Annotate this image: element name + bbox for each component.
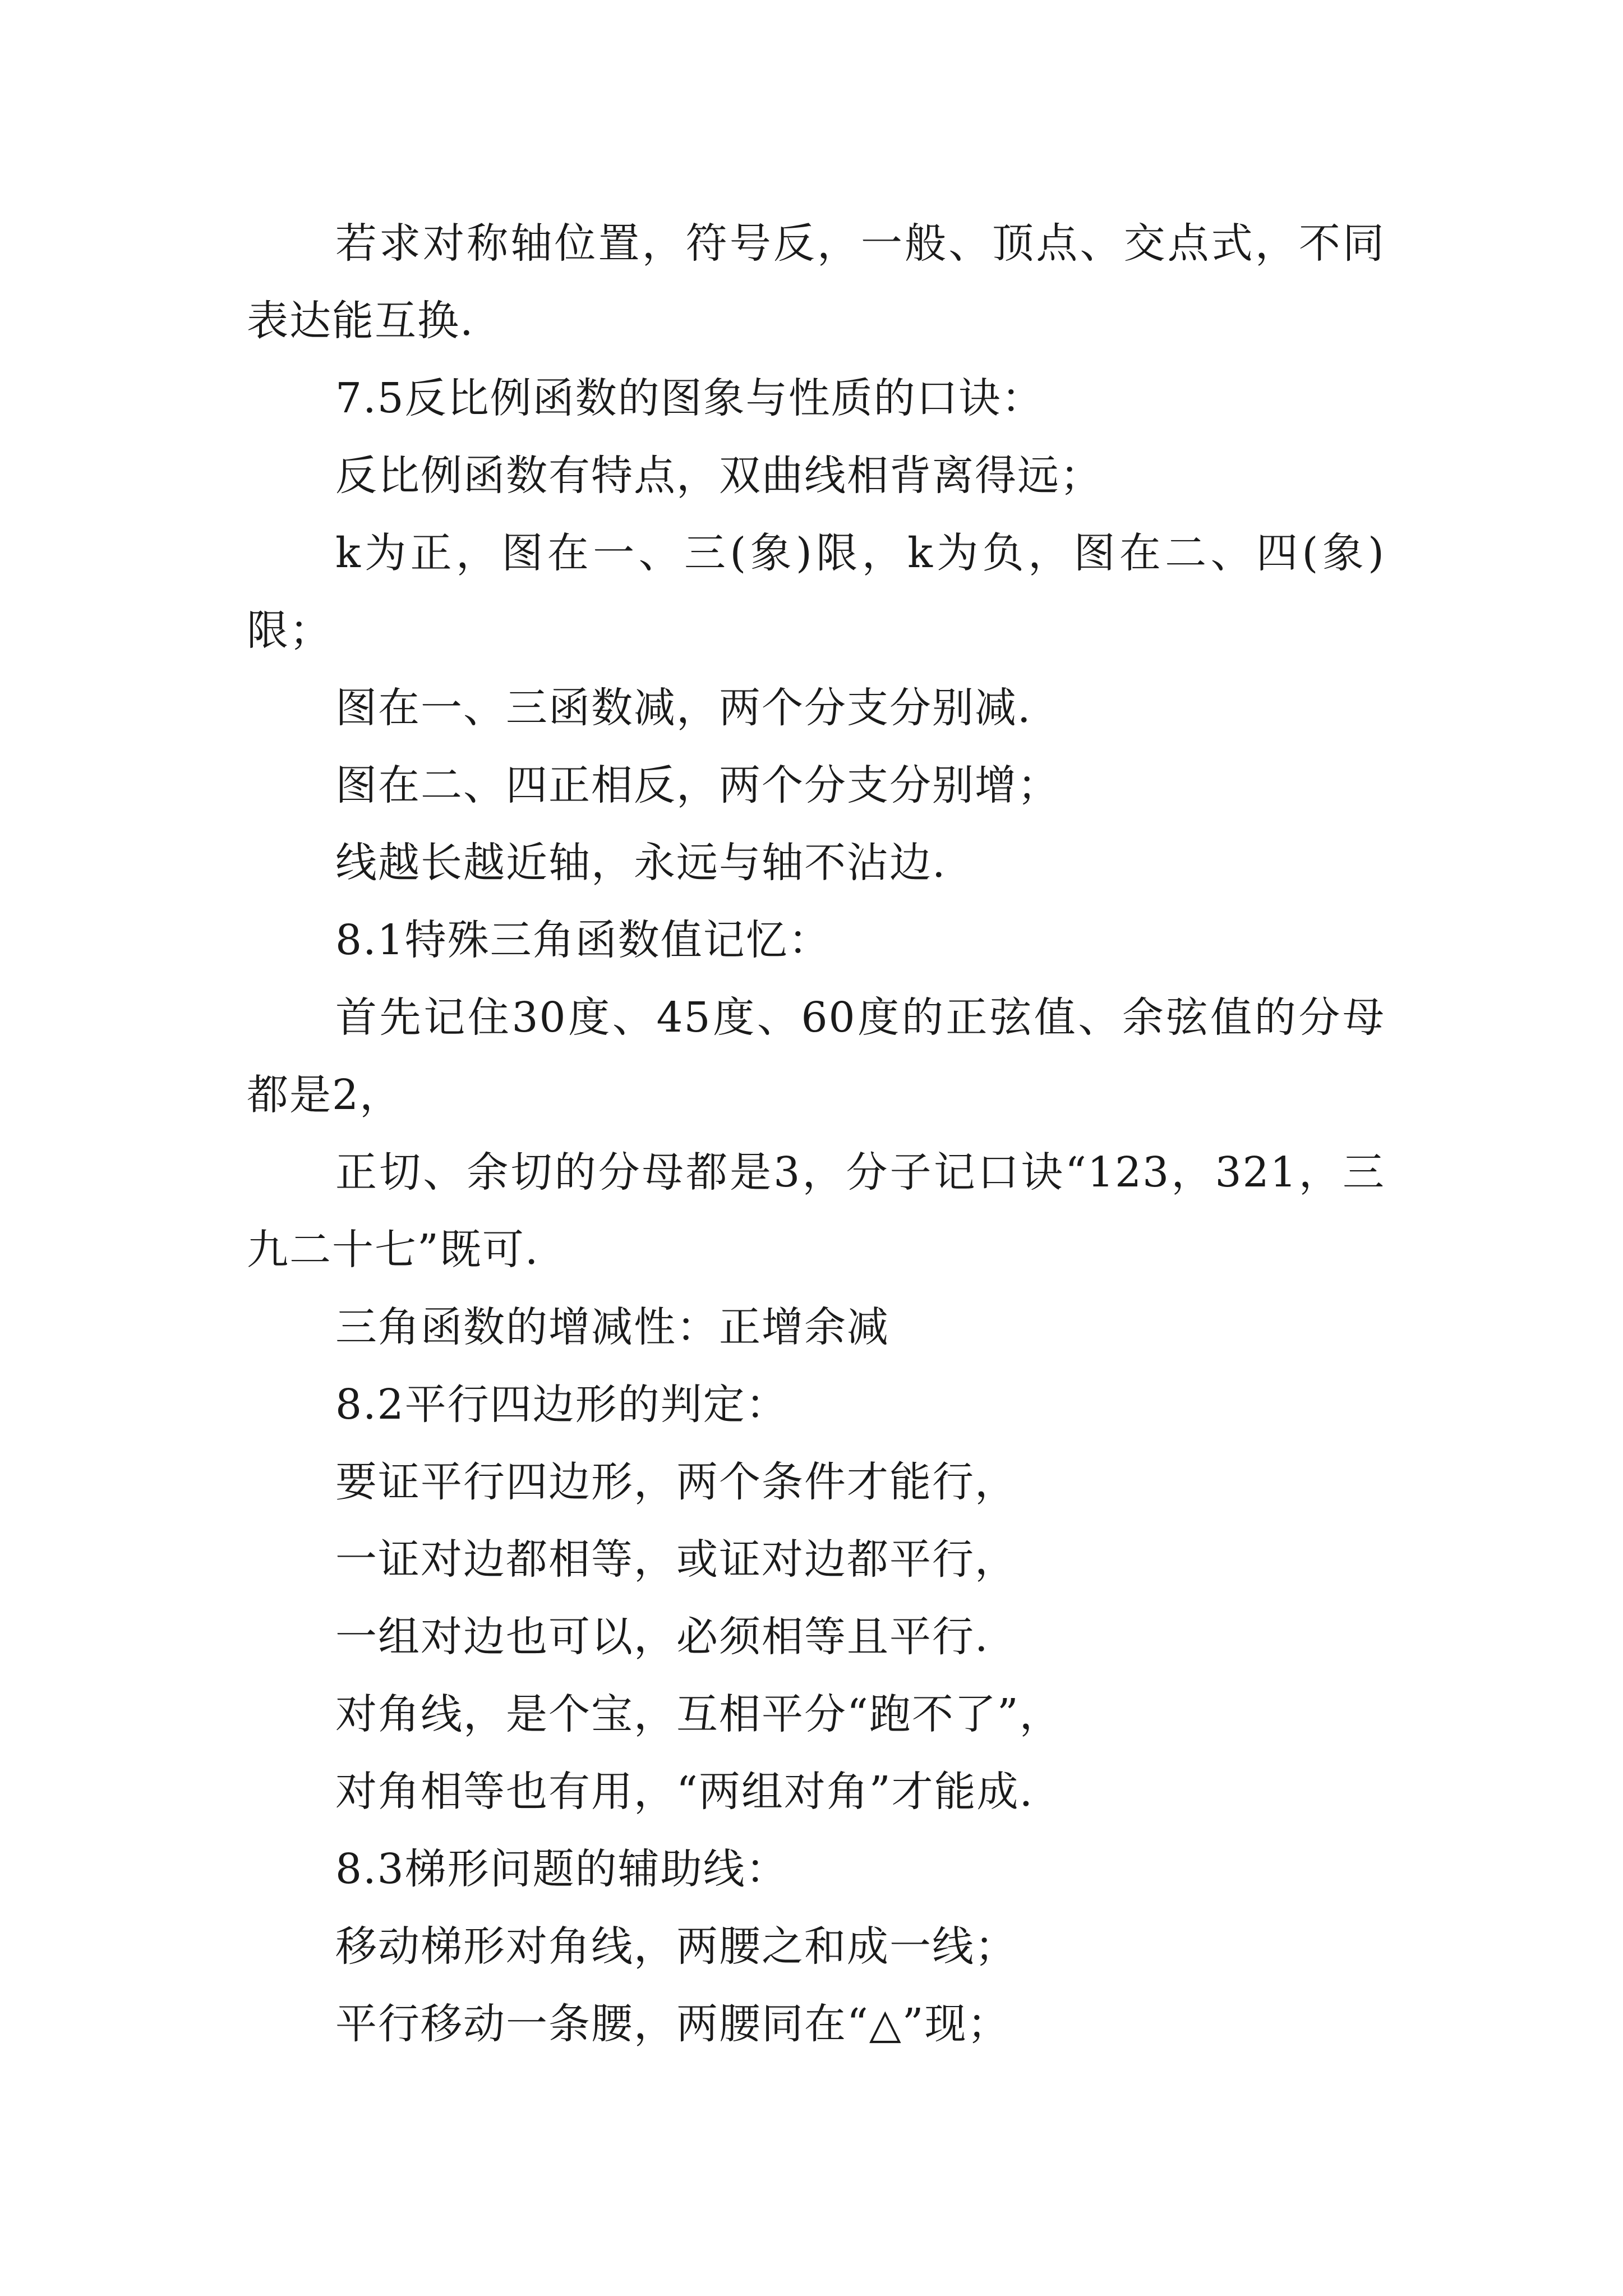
paragraph-inverse-feature: 反比例函数有特点，双曲线相背离得远； <box>335 452 1103 500</box>
paragraph-quadrant-1-3: 图在一、三函数减，两个分支分别减. <box>335 684 1032 732</box>
paragraph-diagonals: 对角线，是个宝，互相平分“跑不了”， <box>335 1690 1062 1738</box>
paragraph-k-sign: k为正，图在一、三(象)限，k为负，图在二、四(象)限； <box>247 529 1385 655</box>
paragraph-quadrant-2-4: 图在二、四正相反，两个分支分别增； <box>335 761 1060 809</box>
paragraph-monotonicity: 三角函数的增减性：正增余减 <box>335 1303 889 1351</box>
paragraph-opposite-angles: 对角相等也有用，“两组对角”才能成. <box>335 1768 1034 1816</box>
paragraph-one-pair: 一组对边也可以，必须相等且平行. <box>335 1613 989 1661</box>
paragraph-proof-condition: 要证平行四边形，两个条件才能行， <box>335 1458 1017 1506</box>
heading-7-5: 7.5反比例函数的图象与性质的口诀： <box>335 374 1044 422</box>
paragraph-asymptote: 线越长越近轴，永远与轴不沾边. <box>335 839 947 887</box>
paragraph-tangent-cotangent: 正切、余切的分母都是3，分子记口诀“123，321，三九二十七”既可. <box>247 1148 1385 1274</box>
heading-8-2: 8.2平行四边形的判定： <box>335 1381 789 1429</box>
paragraph-move-leg: 平行移动一条腰，两腰同在“△”现； <box>335 2000 1010 2048</box>
document-body <box>247 205 1385 2063</box>
heading-8-1: 8.1特殊三角函数值记忆： <box>335 916 831 964</box>
paragraph-sine-cosine: 首先记住30度、45度、60度的正弦值、余弦值的分母都是2， <box>247 993 1385 1119</box>
heading-8-3: 8.3梯形问题的辅助线： <box>335 1845 789 1893</box>
paragraph-axis-symmetry: 若求对称轴位置，符号反，一般、顶点、交点式，不同表达能互换. <box>247 219 1385 345</box>
paragraph-opposite-sides: 一证对边都相等，或证对边都平行， <box>335 1535 1017 1584</box>
paragraph-move-diagonal: 移动梯形对角线，两腰之和成一线； <box>335 1922 1017 1971</box>
